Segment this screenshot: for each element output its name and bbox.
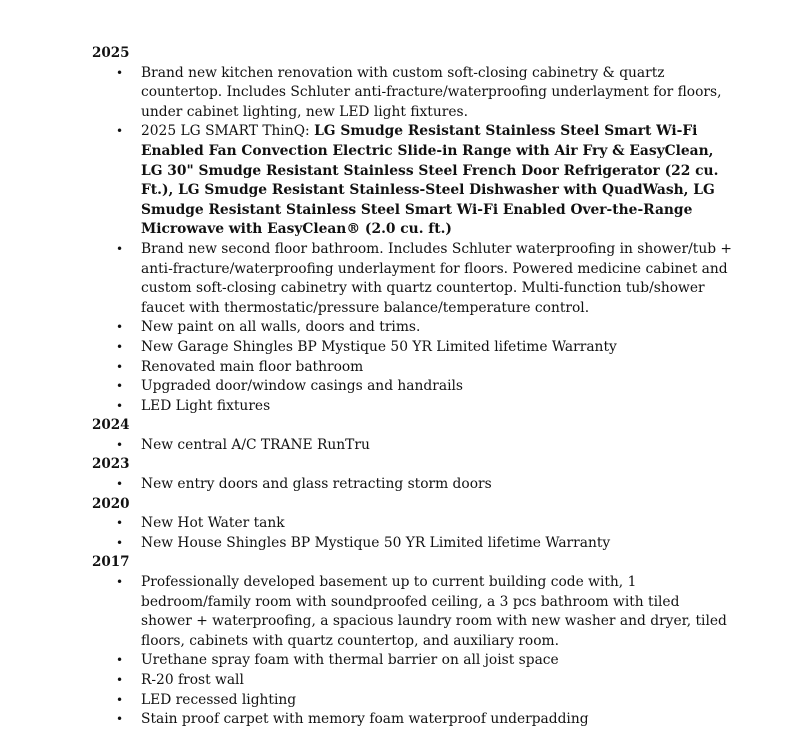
bullet-icon: • (116, 535, 124, 550)
item-text: Urethane spray foam with thermal barrier on all joist space (141, 652, 559, 669)
item-text: Brand new kitchen renovation with custom soft-closing cabinetry & quartz countertop. Includes Schluter anti-fracture/waterproofing underlayment for floors, under cabinet lighting, new LED light fixtures. (141, 64, 722, 120)
bullet-icon: • (116, 65, 124, 80)
list-item (92, 475, 732, 495)
bullet-icon: • (116, 692, 124, 707)
list-item (92, 397, 732, 417)
bullet-icon: • (116, 241, 124, 256)
year-heading: 2024 (92, 417, 130, 434)
renovation-list-document (92, 44, 732, 730)
bullet-list (92, 514, 732, 553)
list-item (92, 651, 732, 671)
item-text-prefix: 2025 LG SMART ThinQ: (141, 123, 315, 140)
item-text: LED Light fixtures (141, 397, 271, 414)
list-item (92, 240, 732, 318)
bullet-icon: • (116, 124, 124, 139)
bullet-icon: • (116, 398, 124, 413)
year-heading: 2020 (92, 495, 130, 512)
bullet-icon: • (116, 673, 124, 687)
year-heading: 2025 (92, 45, 130, 61)
bullet-icon: • (116, 653, 124, 668)
item-text: New Garage Shingles BP Mystique 50 YR Limited lifetime Warranty (141, 338, 617, 355)
list-item (92, 710, 732, 730)
list-item (92, 534, 732, 554)
bullet-list (92, 573, 732, 730)
bullet-icon: • (116, 712, 124, 727)
item-text: R-20 frost wall (141, 672, 244, 688)
bullet-icon: • (116, 359, 124, 374)
list-item (92, 318, 732, 338)
bullet-icon: • (116, 379, 124, 394)
bullet-list (92, 64, 732, 417)
item-text: Renovated main floor bathroom (141, 358, 364, 375)
list-item (92, 691, 732, 711)
list-item (92, 514, 732, 534)
bullet-icon: • (116, 339, 124, 354)
bullet-icon: • (116, 516, 124, 531)
bullet-icon: • (116, 477, 124, 492)
item-text: New central A/C TRANE RunTru (141, 436, 370, 453)
item-text: New Hot Water tank (141, 515, 285, 532)
item-text: New entry doors and glass retracting storm doors (141, 476, 492, 493)
item-text: New House Shingles BP Mystique 50 YR Limited lifetime Warranty (141, 534, 611, 551)
item-text: New paint on all walls, doors and trims. (141, 319, 421, 336)
list-item (92, 122, 732, 240)
bullet-icon: • (116, 575, 124, 590)
year-heading: 2023 (92, 456, 130, 473)
list-item (92, 358, 732, 378)
item-text: Brand new second floor bathroom. Includes Schluter waterproofing in shower/tub + anti-fracture/waterproofing underlayment for floors. Powered medicine cabinet and custom soft-closing cabinetry with quartz countertop. Multi-function tub/shower faucet with thermostatic/pressure balance/temperature control. (141, 240, 732, 316)
bullet-list (92, 436, 732, 456)
item-text: Upgraded door/window casings and handrails (141, 378, 463, 395)
bullet-icon: • (116, 320, 124, 335)
item-text: Stain proof carpet with memory foam waterproof underpadding (141, 711, 589, 728)
item-text-bold: LG Smudge Resistant Stainless Steel Smart Wi-Fi Enabled Fan Convection Electric Slide-in Range with Air Fry & EasyClean, LG 30" Smudge Resistant Stainless Steel French Door Refrigerator (22 cu. Ft.), LG Smudge Resistant Stainless-Steel Dishwasher with QuadWash, LG Smudge Resistant Stainless Steel Smart Wi-Fi Enabled Over-the-Range Microwave with EasyClean® (2.0 cu. ft.) (141, 123, 719, 238)
list-item (92, 377, 732, 397)
year-heading: 2017 (92, 554, 130, 571)
list-item (92, 573, 732, 651)
item-text: Professionally developed basement up to current building code with, 1 bedroom/family room with soundproofed ceiling, a 3 pcs bathroom with tiled shower + waterproofing, a spacious laundry room with new washer and dryer, tiled floors, cabinets with quartz countertop, and auxiliary room. (141, 574, 727, 649)
bullet-list (92, 475, 732, 495)
list-item (92, 436, 732, 456)
list-item (92, 64, 732, 123)
bullet-icon: • (116, 437, 124, 452)
item-text: LED recessed lighting (141, 691, 297, 708)
list-item (92, 671, 732, 691)
list-item (92, 338, 732, 358)
